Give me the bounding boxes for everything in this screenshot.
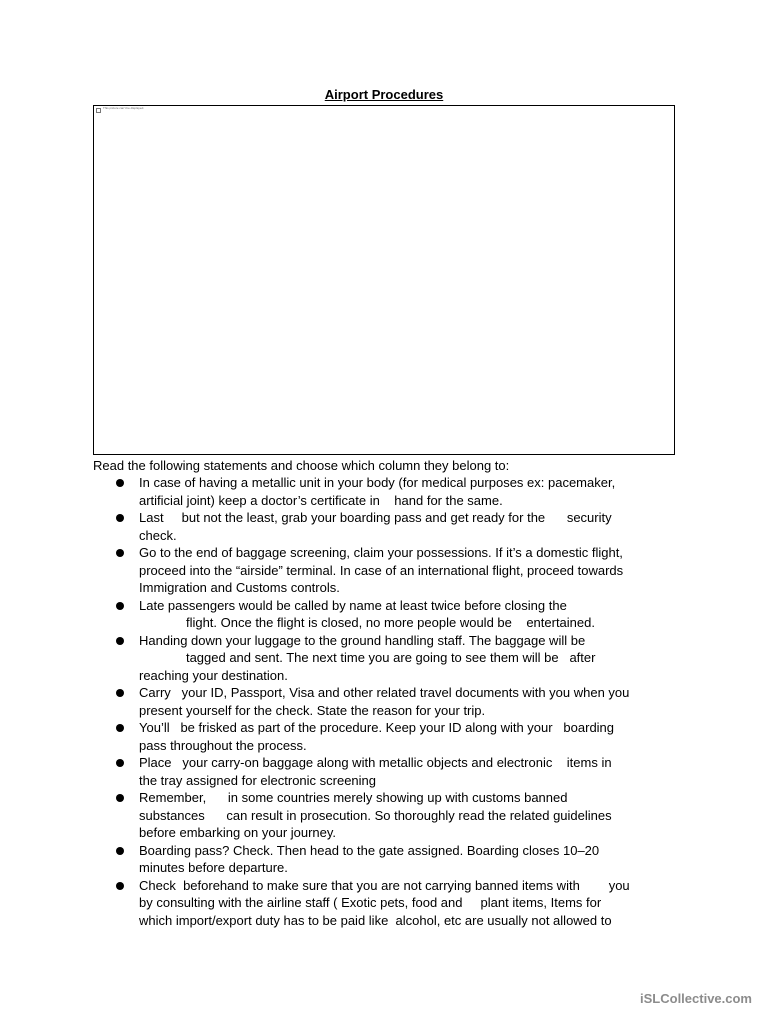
page-title: Airport Procedures xyxy=(324,87,444,102)
statement-text: Late passengers would be called by name at least twice before closing the flight. Once the flight is closed, no more people would be entertained. xyxy=(139,597,595,630)
statement-text: You’ll be frisked as part of the procedure. Keep your ID along with your boarding pass throughout the process. xyxy=(139,720,615,753)
statement-text: Remember, in some countries merely showing up with customs banned substances can result in prosecution. So thoroughly read the related guidelines before embarking on your journey. xyxy=(139,790,612,840)
statement-text: Last but not the least, grab your boarding pass and get ready for the security check. xyxy=(139,510,612,543)
bullet-icon xyxy=(116,847,124,855)
statement-item xyxy=(93,632,693,685)
broken-image-text: This picture can't be displayed. xyxy=(103,106,145,110)
statement-text: Place your carry-on baggage along with metallic objects and electronic items in the tray assigned for electronic screening xyxy=(139,755,612,788)
broken-image-icon xyxy=(96,108,101,113)
statement-text: In case of having a metallic unit in your body (for medical purposes ex: pacemaker, artificial joint) keep a doctor’s certificate in hand for the same. xyxy=(139,475,616,508)
bullet-icon xyxy=(116,637,124,645)
statement-item xyxy=(93,509,693,544)
statement-item xyxy=(93,719,693,754)
watermark: iSLCollective.com xyxy=(640,991,752,1006)
bullet-icon xyxy=(116,689,124,697)
statement-text: Carry your ID, Passport, Visa and other related travel documents with you when you present yourself for the check. State the reason for your trip. xyxy=(139,685,630,718)
statement-item xyxy=(93,754,693,789)
statement-text: Boarding pass? Check. Then head to the gate assigned. Boarding closes 10–20 minutes before departure. xyxy=(139,842,600,875)
bullet-icon xyxy=(116,549,124,557)
statement-item xyxy=(93,474,693,509)
statement-item xyxy=(93,684,693,719)
image-placeholder xyxy=(93,105,675,455)
bullet-icon xyxy=(116,514,124,522)
bullet-icon xyxy=(116,724,124,732)
statement-item xyxy=(93,789,693,842)
statement-list xyxy=(93,474,693,929)
bullet-icon xyxy=(116,759,124,767)
statement-text: Go to the end of baggage screening, claim your possessions. If it’s a domestic flight, proceed into the “airside” terminal. In case of an international flight, proceed towards Immigration and Customs controls. xyxy=(139,545,624,595)
statement-item xyxy=(93,842,693,877)
bullet-icon xyxy=(116,479,124,487)
bullet-icon xyxy=(116,882,124,890)
statement-item xyxy=(93,544,693,597)
bullet-icon xyxy=(116,602,124,610)
instructions: Read the following statements and choose which column they belong to: xyxy=(93,458,510,473)
statement-item xyxy=(93,597,693,632)
statement-text: Handing down your luggage to the ground handling staff. The baggage will be tagged and sent. The next time you are going to see them will be after reaching your destination. xyxy=(139,632,596,683)
statement-item xyxy=(93,877,693,930)
bullet-icon xyxy=(116,794,124,802)
statement-text: Check beforehand to make sure that you are not carrying banned items with you by consulting with the airline staff ( Exotic pets, food and plant items, Items for which import/export duty has to be paid like alcohol, etc are usually not allowed to xyxy=(139,877,630,928)
